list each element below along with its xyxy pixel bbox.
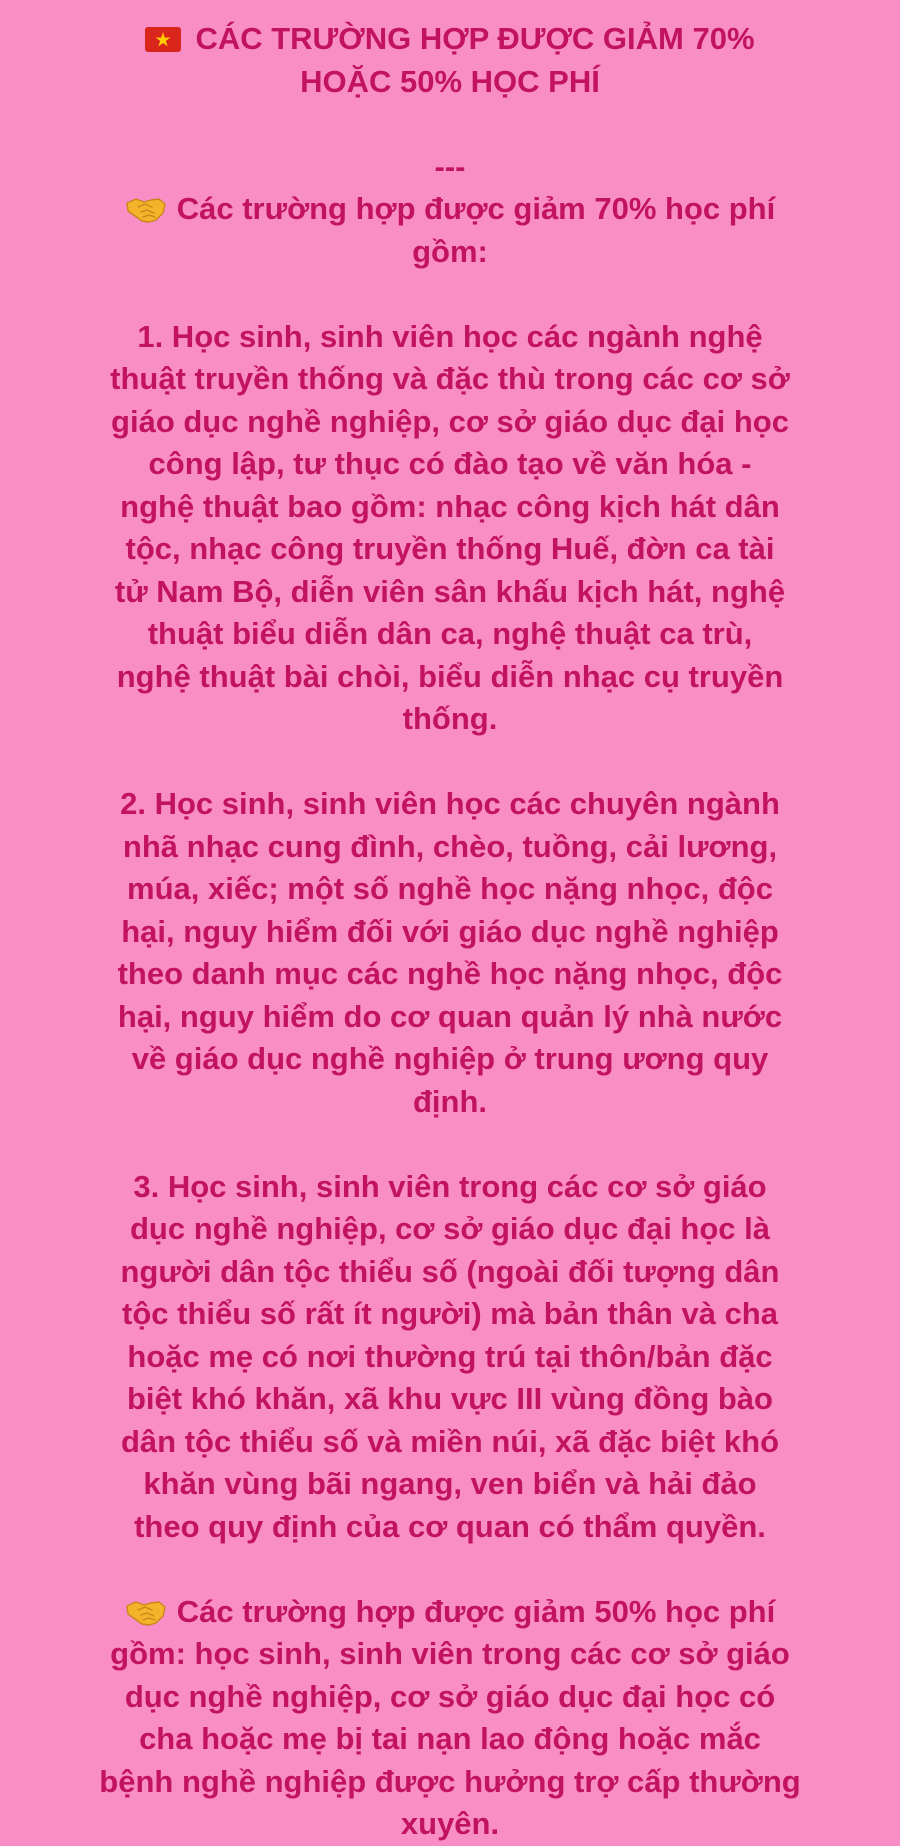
item-3-line: hoặc mẹ có nơi thường trú tại thôn/bản đặc [127,1338,773,1374]
spacer [46,741,854,784]
item-3 [46,1166,854,1549]
item-3-line: theo quy định của cơ quan có thẩm quyền. [134,1508,766,1544]
item-3-line: người dân tộc thiểu số (ngoài đối tượng dân [120,1253,780,1289]
item-1-line: 1. Học sinh, sinh viên học các ngành nghệ [137,318,763,354]
item-1-line: giáo dục nghề nghiệp, cơ sở giáo dục đại học [111,403,789,439]
item-1-line: công lập, tư thục có đào tạo về văn hóa - [148,446,752,481]
item-2-line: định. [412,1083,488,1119]
section-50-line: gồm: học sinh, sinh viên trong các cơ sở giáo [110,1636,790,1671]
item-1-line: nghệ thuật bài chòi, biểu diễn nhạc cụ truyền [116,658,784,694]
section-50 [46,1591,854,1846]
item-3-line: 3. Học sinh, sinh viên trong các cơ sở giáo [133,1168,767,1204]
item-2-line: múa, xiếc; một số nghề học nặng nhọc, độc [127,871,773,906]
item-2 [46,783,854,1123]
item-3-line: biệt khó khăn, xã khu vực III vùng đồng bào [127,1381,773,1416]
title-line-2: HOẶC 50% HỌC PHÍ [300,63,600,99]
section-50-line: xuyên. [400,1806,500,1841]
section-50-line: cha hoặc mẹ bị tai nạn lao động hoặc mắc [139,1721,761,1756]
section-50-line: bệnh nghề nghiệp được hưởng trợ cấp thường [99,1763,801,1799]
item-1-line: thuật biểu diễn dân ca, nghệ thuật ca trù, [147,616,753,651]
section-50-heading-line-1 [46,1591,854,1634]
title-line-1 [46,18,854,61]
handshake-icon [125,193,167,225]
item-1-line: thuật truyền thống và đặc thù trong các cơ sở [110,361,790,396]
item-1-line: thống. [402,701,498,736]
item-3-line: tộc thiểu số rất ít người) mà bản thân và cha [122,1296,778,1331]
item-2-line: 2. Học sinh, sinh viên học các chuyên ngành [120,786,780,821]
vietnam-flag-icon [145,27,181,52]
item-2-line: nhã nhạc cung đình, chèo, tuồng, cải lương, [122,828,778,864]
item-2-line: về giáo dục nghề nghiệp ở trung ương quy [131,1041,769,1076]
item-1-line: tộc, nhạc công truyền thống Huế, đờn ca tài [125,531,775,566]
item-3-line: khăn vùng bãi ngang, ven biển và hải đảo [143,1466,757,1501]
spacer [46,1123,854,1166]
section-70-heading-line-2: gồm: [412,233,488,269]
item-3-line: dục nghề nghiệp, cơ sở giáo dục đại học là [129,1211,771,1246]
section-70-heading-text: Các trường hợp được giảm 70% học phí [176,191,776,226]
section-50-line: dục nghề nghiệp, cơ sở giáo dục đại học có [124,1678,776,1714]
item-2-line: hại, nguy hiểm do cơ quan quản lý nhà nước [117,998,783,1034]
spacer [46,273,854,316]
separator: --- [434,148,466,184]
section-70-heading-line-1 [46,188,854,231]
item-1-line: tử Nam Bộ, diễn viên sân khấu kịch hát, nghệ [114,573,786,609]
handshake-icon [125,1596,167,1628]
item-2-line: theo danh mục các nghề học nặng nhọc, độc [117,956,783,991]
item-1 [46,316,854,741]
title-text-1: CÁC TRƯỜNG HỢP ĐƯỢC GIẢM 70% [195,21,755,56]
item-2-line: hại, nguy hiểm đối với giáo dục nghề nghiệp [121,913,779,949]
item-1-line: nghệ thuật bao gồm: nhạc công kịch hát dân [120,488,780,524]
item-3-line: dân tộc thiểu số và miền núi, xã đặc biệt khó [120,1423,780,1459]
section-50-heading-text: Các trường hợp được giảm 50% học phí [176,1593,776,1629]
spacer [46,1548,854,1591]
spacer [46,103,854,146]
